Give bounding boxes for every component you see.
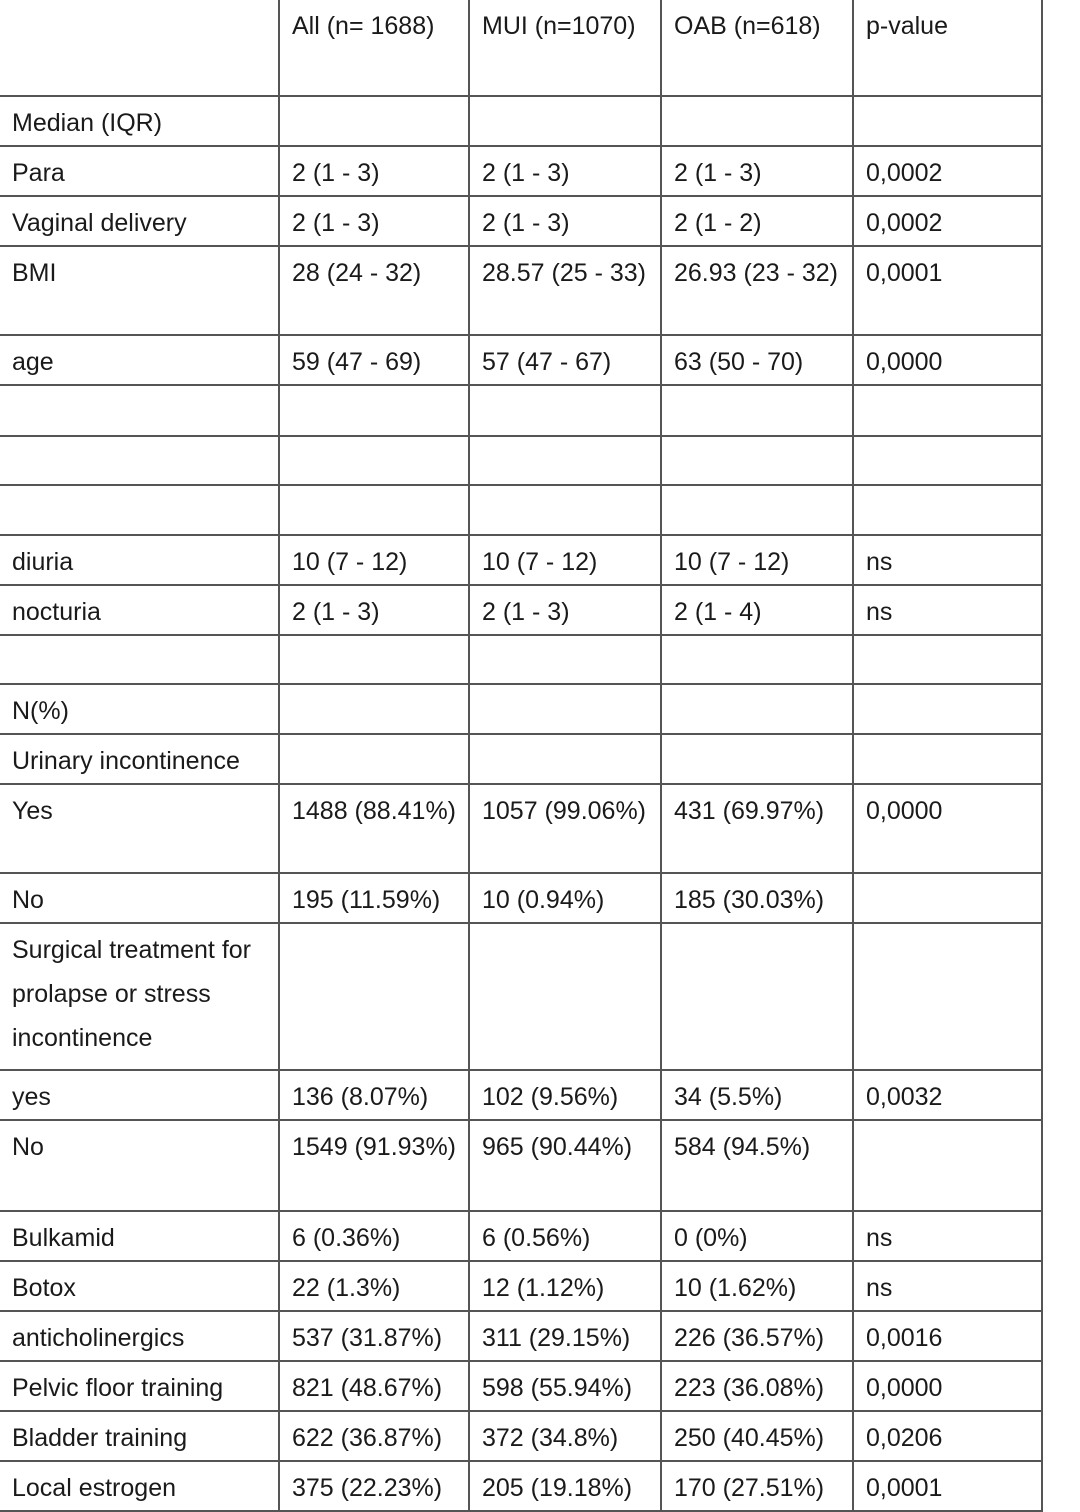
row-label-cell: anticholinergics [0,1311,279,1361]
table-row [0,385,1042,436]
table-cell [853,734,1042,784]
table-row [0,1120,1042,1211]
table-cell: 537 (31.87%) [279,1311,469,1361]
table-cell: 10 (7 - 12) [279,535,469,585]
row-label-cell: Vaginal delivery [0,196,279,246]
table-cell: 0,0001 [853,1461,1042,1511]
table-cell: 1488 (88.41%) [279,784,469,873]
table-cell: 431 (69.97%) [661,784,853,873]
row-label-cell: BMI [0,246,279,335]
table-cell [853,385,1042,436]
table-row [0,535,1042,585]
table-cell: 26.93 (23 - 32) [661,246,853,335]
table-cell [469,684,661,734]
table-row [0,1261,1042,1311]
row-label-cell: diuria [0,535,279,585]
table-cell [469,96,661,146]
table-cell [661,436,853,485]
table-cell [661,385,853,436]
table-cell: 2 (1 - 3) [279,146,469,196]
table-cell: 10 (7 - 12) [469,535,661,585]
row-label-cell: Botox [0,1261,279,1311]
header-cell: OAB (n=618) [661,0,853,96]
table-cell: 226 (36.57%) [661,1311,853,1361]
row-label-cell: N(%) [0,684,279,734]
table-cell: 10 (7 - 12) [661,535,853,585]
table-row [0,684,1042,734]
row-label-cell [0,385,279,436]
row-label-cell [0,436,279,485]
table-cell [279,635,469,684]
table-cell: 195 (11.59%) [279,873,469,923]
table-row [0,1361,1042,1411]
table-cell: 59 (47 - 69) [279,335,469,385]
table-cell: 598 (55.94%) [469,1361,661,1411]
row-label-cell: Local estrogen [0,1461,279,1511]
table-cell: 0,0000 [853,1361,1042,1411]
header-cell: MUI (n=1070) [469,0,661,96]
table-row [0,585,1042,635]
table-cell [853,436,1042,485]
table-cell [279,734,469,784]
table-cell: 28.57 (25 - 33) [469,246,661,335]
table-cell: 375 (22.23%) [279,1461,469,1511]
table-row [0,246,1042,335]
table-cell: 10 (1.62%) [661,1261,853,1311]
row-label-cell: Urinary incontinence [0,734,279,784]
table-cell [279,923,469,1070]
table-cell [661,96,853,146]
table-cell [853,684,1042,734]
table-cell [279,96,469,146]
table-cell: 2 (1 - 4) [661,585,853,635]
table-row [0,335,1042,385]
row-label-cell: age [0,335,279,385]
table-cell [853,1120,1042,1211]
table-cell: 28 (24 - 32) [279,246,469,335]
header-cell [0,0,279,96]
row-label-cell: yes [0,1070,279,1120]
table-cell [279,385,469,436]
table-row [0,734,1042,784]
table-cell: 0,0002 [853,196,1042,246]
table-cell: 57 (47 - 67) [469,335,661,385]
table-cell [853,96,1042,146]
table-row [0,1311,1042,1361]
table-cell: 12 (1.12%) [469,1261,661,1311]
table-cell: 584 (94.5%) [661,1120,853,1211]
row-label-cell: Pelvic floor training [0,1361,279,1411]
table-cell [661,635,853,684]
table-cell: 2 (1 - 3) [279,585,469,635]
table-cell [661,684,853,734]
table-cell [469,385,661,436]
table-cell [661,485,853,535]
table-row [0,873,1042,923]
table-cell [853,873,1042,923]
table-cell [853,485,1042,535]
table-cell [853,923,1042,1070]
table-cell: 965 (90.44%) [469,1120,661,1211]
row-label-cell: Surgical treatment for prolapse or stress incontinence [0,923,279,1070]
table-row [0,1461,1042,1511]
table-cell [661,923,853,1070]
table-row [0,96,1042,146]
table-cell [279,436,469,485]
table-cell [279,485,469,535]
row-label-cell [0,485,279,535]
table-cell [469,436,661,485]
row-label-cell [0,635,279,684]
row-label-cell: Para [0,146,279,196]
table-cell: ns [853,535,1042,585]
table-cell: 136 (8.07%) [279,1070,469,1120]
table-cell: 63 (50 - 70) [661,335,853,385]
table-cell: 0,0000 [853,784,1042,873]
table-cell: 1549 (91.93%) [279,1120,469,1211]
table-row [0,784,1042,873]
table-cell: 1057 (99.06%) [469,784,661,873]
table-cell [469,923,661,1070]
table-cell [853,635,1042,684]
table-cell: 2 (1 - 3) [279,196,469,246]
table-cell: 622 (36.87%) [279,1411,469,1461]
row-label-cell: Bladder training [0,1411,279,1461]
table-row [0,1411,1042,1461]
row-label-cell: Bulkamid [0,1211,279,1261]
table-row [0,196,1042,246]
table-row [0,635,1042,684]
row-label-cell: Median (IQR) [0,96,279,146]
table-cell: 0,0001 [853,246,1042,335]
table-cell: 2 (1 - 3) [469,196,661,246]
table-cell: ns [853,585,1042,635]
table-cell: 22 (1.3%) [279,1261,469,1311]
table-cell: 0,0032 [853,1070,1042,1120]
table-cell: 0,0206 [853,1411,1042,1461]
table-cell: 34 (5.5%) [661,1070,853,1120]
table-cell: 10 (0.94%) [469,873,661,923]
table-cell: ns [853,1261,1042,1311]
table-cell: 311 (29.15%) [469,1311,661,1361]
table-cell: 0,0016 [853,1311,1042,1361]
table-row [0,485,1042,535]
header-cell: All (n= 1688) [279,0,469,96]
table-cell [469,485,661,535]
table-cell [661,734,853,784]
table-cell: 2 (1 - 2) [661,196,853,246]
row-label-cell: No [0,1120,279,1211]
table-cell [279,684,469,734]
table-cell: 170 (27.51%) [661,1461,853,1511]
row-label-cell: nocturia [0,585,279,635]
table-cell: 185 (30.03%) [661,873,853,923]
table-cell: 0,0000 [853,335,1042,385]
table-cell [469,635,661,684]
table-cell: 6 (0.36%) [279,1211,469,1261]
table-cell: 821 (48.67%) [279,1361,469,1411]
header-cell: p-value [853,0,1042,96]
table-header-row [0,0,1042,96]
table-cell: ns [853,1211,1042,1261]
table-row [0,146,1042,196]
table-cell: 223 (36.08%) [661,1361,853,1411]
table-cell: 372 (34.8%) [469,1411,661,1461]
table-cell: 6 (0.56%) [469,1211,661,1261]
table-cell: 0 (0%) [661,1211,853,1261]
table-cell: 102 (9.56%) [469,1070,661,1120]
table-cell [469,734,661,784]
table-cell: 2 (1 - 3) [469,146,661,196]
table-row [0,436,1042,485]
table-cell: 2 (1 - 3) [469,585,661,635]
row-label-cell: Yes [0,784,279,873]
table-cell: 250 (40.45%) [661,1411,853,1461]
table-row [0,1211,1042,1261]
table-row [0,923,1042,1070]
table-cell: 2 (1 - 3) [661,146,853,196]
table-row [0,1070,1042,1120]
table-cell: 0,0002 [853,146,1042,196]
row-label-cell: No [0,873,279,923]
table-cell: 205 (19.18%) [469,1461,661,1511]
